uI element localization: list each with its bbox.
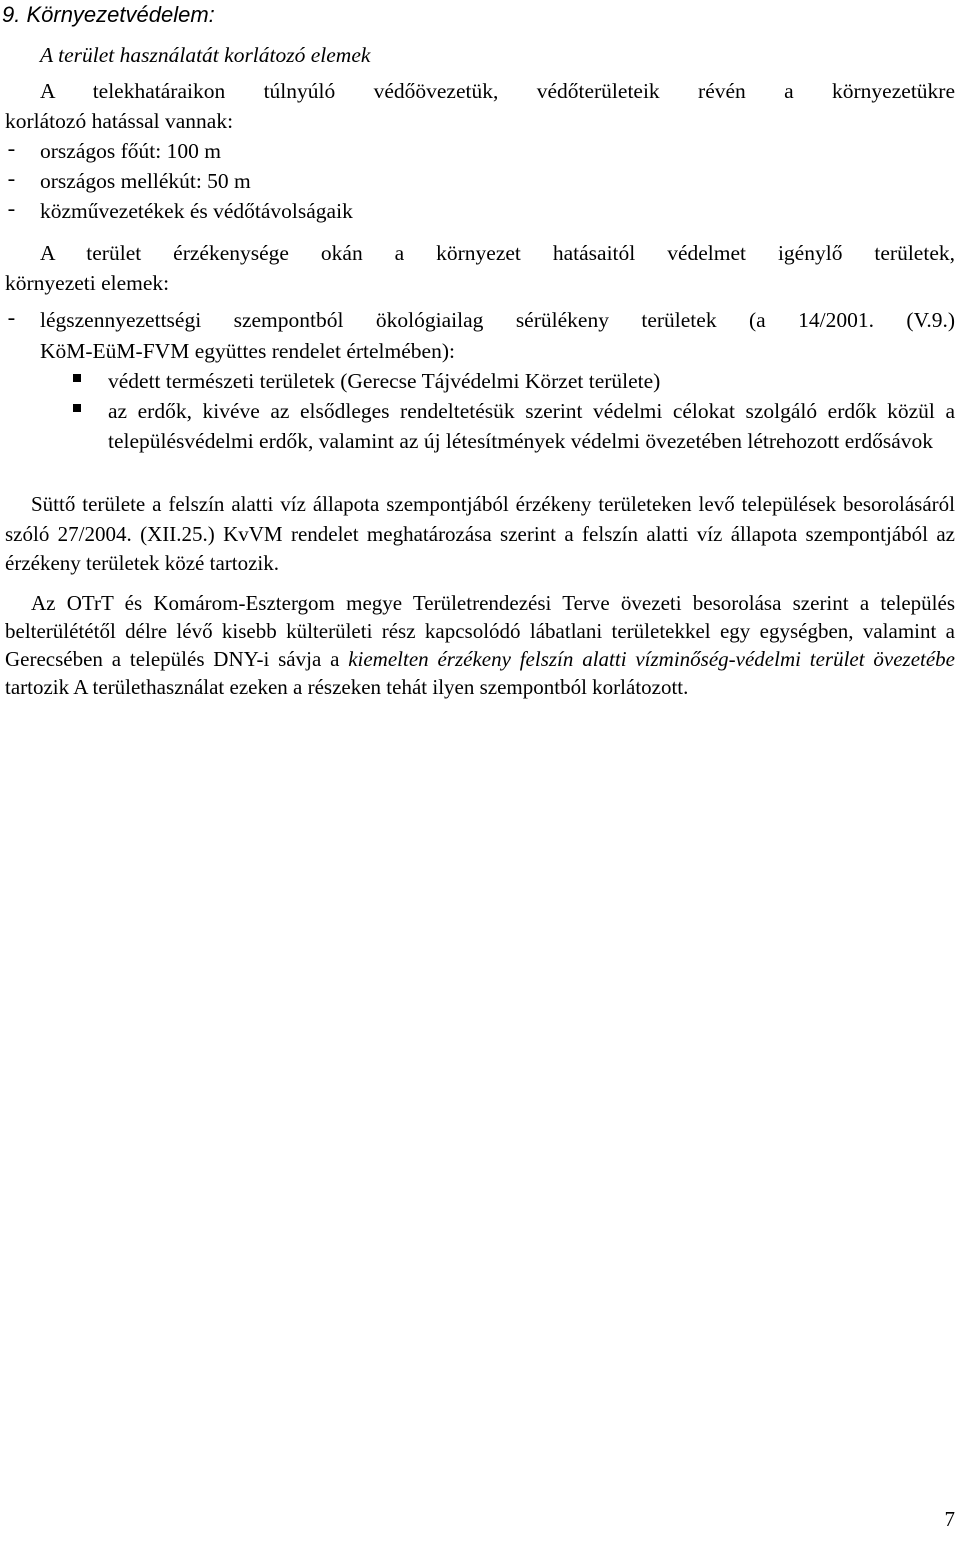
page-number: 7 — [944, 1507, 955, 1531]
bullet-item — [40, 366, 955, 396]
sensitivity-line-2: környezeti elemek: — [5, 271, 170, 295]
dash-marker: - — [5, 139, 18, 163]
list-item — [5, 196, 955, 226]
intro-line-1: A telekhatáraikon túlnyúló védőövezetük, védőterületeik révén a környezetükre — [40, 79, 955, 103]
list-item-text: országos főút: 100 m — [40, 139, 221, 163]
dash-list — [5, 136, 955, 226]
bullet-list — [40, 366, 955, 456]
bullet-item — [40, 396, 955, 456]
intro-line-2: korlátozó hatással vannak: — [5, 109, 234, 133]
paragraph-otrt-after: tartozik A területhasználat ezeken a részeken tehát ilyen szempontból korlátozott. — [5, 675, 689, 699]
paragraph-otrt-before: Az OTrT és Komárom-Esztergom megye Területrendezési Terve övezeti besorolása szerint a település belterülététől délre lévő kisebb külterületi rész kapcsolódó lábatlani területekkel egy egységben, valamint a Gerecsében a település DNY-i sávja a — [5, 591, 955, 671]
subheading: A terület használatát korlátozó elemek — [40, 43, 371, 67]
air-quality-line-2: KöM-EüM-FVM együttes rendelet értelmében): — [40, 339, 455, 363]
list-item-text: közművezetékek és védőtávolságaik — [40, 199, 353, 223]
paragraph-groundwater — [5, 490, 955, 579]
bullet-item-text: az erdők, kivéve az elsődleges rendeltetésük szerint védelmi célokat szolgáló erdők közül a településvédelmi erdők, valamint az új létesítmények védelmi övezetében létrehozott erdősávok — [108, 399, 955, 453]
square-bullet-icon — [73, 374, 81, 382]
list-item-text: országos mellékút: 50 m — [40, 169, 251, 193]
section-heading: 9. Környezetvédelem: — [2, 2, 215, 27]
dash-marker: - — [5, 169, 18, 193]
paragraph-groundwater-text: Süttő területe a felszín alatti víz állapota szempontjából érzékeny területeken levő települések besorolásáról szóló 27/2004. (XII.25.) KvVM rendelet meghatározása szerint a felszín alatti víz állapota szempontjából az érzékeny területek közé tartozik. — [5, 492, 955, 575]
bullet-item-text: védett természeti területek (Gerecse Tájvédelmi Körzet területe) — [108, 369, 661, 393]
list-item — [5, 166, 955, 196]
square-bullet-icon — [73, 404, 81, 412]
dash-marker: - — [5, 308, 18, 332]
air-quality-line-1: légszennyezettségi szempontból ökológiailag sérülékeny területek (a 14/2001. (V.9.) — [40, 308, 955, 332]
list-item — [5, 136, 955, 166]
sensitivity-line-1: A terület érzékenysége okán a környezet hatásaitól védelmet igénylő területek, — [40, 241, 955, 265]
paragraph-otrt — [5, 589, 955, 701]
paragraph-otrt-italic: kiemelten érzékeny felszín alatti vízminőség-védelmi terület övezetébe — [348, 647, 955, 671]
dash-marker: - — [5, 199, 18, 223]
